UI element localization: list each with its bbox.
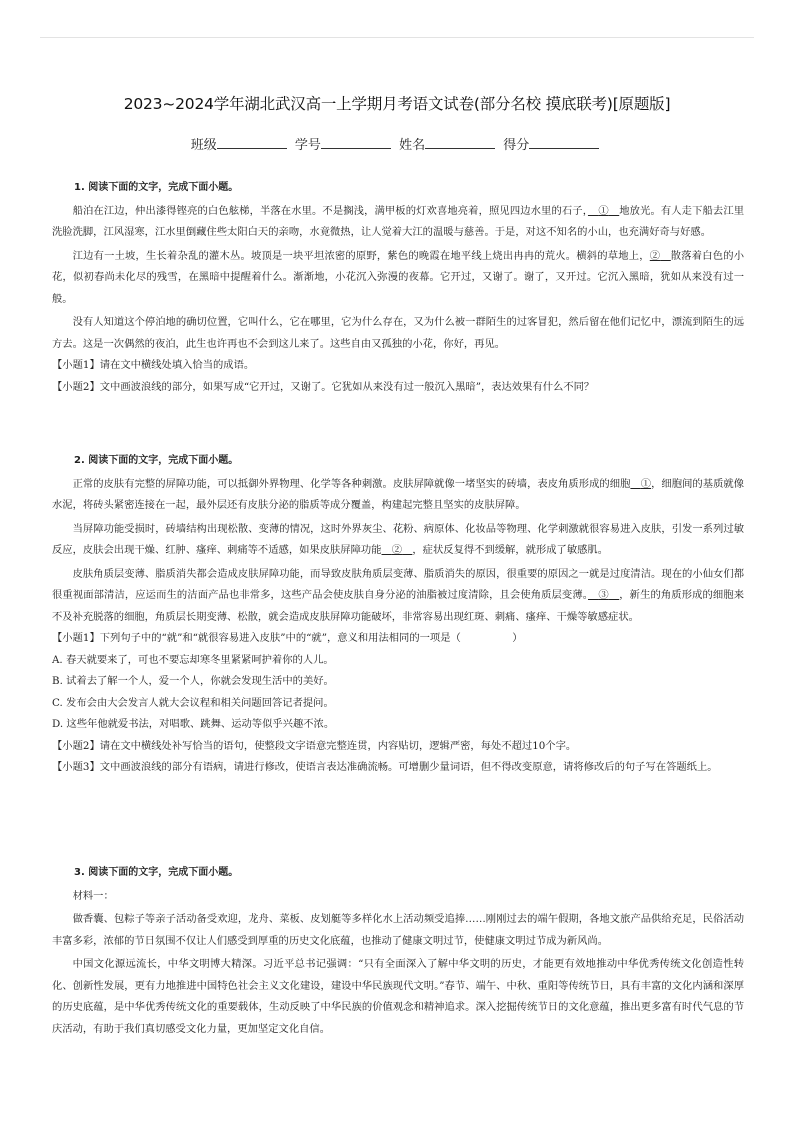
- page-title: 2023~2024学年湖北武汉高一上学期月考语文试卷(部分名校 摸底联考)[原题版]: [123, 95, 671, 113]
- class-label: 班级: [190, 138, 217, 153]
- class-blank[interactable]: [217, 137, 287, 149]
- q1-paragraph-1: [52, 201, 744, 244]
- q1-blank-2: ②: [649, 249, 661, 262]
- q2-subquestion-2: 【小题2】请在文中横线处补写恰当的语句，使整段文字语意完整连贯，内容贴切，逻辑严密，每处不超过10个字。: [52, 739, 577, 752]
- q1-p1-text-a: 船泊在江边，仲出漆得铿亮的白色舷梯，半落在水里。不是搁浅，满甲板的灯欢喜地亮着，照见四边水里的石子，: [72, 204, 588, 217]
- question-1: [52, 177, 744, 398]
- header-divider: [40, 37, 754, 38]
- q2-p2-text-b: ，症状反复得不到缓解，就形成了敏感肌。: [412, 544, 609, 556]
- score-blank[interactable]: [529, 137, 599, 149]
- student-id-blank[interactable]: [321, 137, 391, 149]
- question-1-heading: 1. 阅读下面的文字，完成下面小题。: [74, 182, 239, 193]
- q2-blank-3: ③: [598, 589, 609, 601]
- q1-p2-text-c: 它沉入黑暗，犹如从来没有过一般。: [52, 271, 745, 305]
- q1-p1-text-b: 地放光。有人走下船去江里洗脸洗脚，江风湿寒，江水里倒藏住些太阳白天的亲吻，水竟微热，让人觉着大江的温暖与慈善。于是，对这不知名的小山，也充满好奇与好感。: [52, 204, 745, 238]
- name-blank[interactable]: [425, 137, 495, 149]
- q2-subquestion-1: 【小题1】下列句子中的“就”和“就很容易进入皮肤”中的“就”，意义和用法相同的一项是（ ）: [52, 632, 523, 644]
- q3-paragraph-1: 做香囊、包粽子等亲子活动备受欢迎，龙舟、菜板、皮划艇等多样化水上活动频受追捧……刚刚过去的端午假期，各地文旅产品供给充足，民俗活动丰富多彩，浓郁的节日氛围不仅让人们感受到厚重的历史文化底蕴，也推动了健康文明过节，使健康文明过节成为新风尚。: [52, 913, 744, 947]
- q2-blank-1: ①: [640, 477, 652, 490]
- q2-p1-text-a: 正常的皮肤有完整的屏障功能，可以抵御外界物理、化学等各种刺激。皮肤屏障就像一堵坚实的砖墙，表皮角质形成的细胞: [72, 477, 631, 490]
- question-3: [52, 862, 744, 1040]
- q1-paragraph-3: 没有人知道这个停泊地的确切位置，它叫什么，它在哪里，它为什么存在，又为什么被一群陌生的过客冒犯，然后留在他们记忆中，漂流到陌生的远方去。这是一次偶然的夜泊，此生也许再也不会到这儿来了。这些自由又孤独的小花，你好，再见。: [52, 316, 744, 350]
- q2-p1-text-b: ，细胞间的基质就像水泥，将砖头紧密连接在一起，最外层还有皮肤分泌的脂质等成分覆盖，构建起完整且坚实的皮肤屏障。: [52, 477, 745, 511]
- q2-paragraph-3: [52, 564, 744, 629]
- q2-p3-text-a: 皮肤角质层变薄、脂质消失都会造成皮肤屏障功能，而导致皮肤角质层变薄、脂质消失的原因，很重要的原因之一就是过度清洁。现在的小仙女们都很重视面部清洁，应运而生的洁面产品也非常多，这些产品会使皮肤自身分泌的油脂被过度清除，且会使角质层变薄。: [52, 567, 744, 601]
- q1-subquestion-2: 【小题2】文中画波浪线的部分，如果写成“它开过，又谢了。它犹如从来没有过一般沉入黑暗”，表达效果有什么不同？: [52, 380, 595, 393]
- question-2-heading: 2. 阅读下面的文字，完成下面小题。: [74, 455, 239, 466]
- q1-p2-wavy-text: 它开过，又谢了。谢了，又开过。: [440, 271, 598, 283]
- q2-p3-text-b: ，新生的角质形成的细胞来不及补充脱落的细胞，角质层长期变薄、松散，就会造成皮肤屏障功能破坏，非常容易出现红斑、刺痛、瘙痒、干燥等敏感症状。: [52, 589, 745, 623]
- q2-subquestion-3: 【小题3】文中画波浪线的部分有语病，请进行修改，使语言表达准确流畅。可增删少量词语，但不得改变原意，请将修改后的句子写在答题纸上。: [52, 761, 718, 773]
- student-id-label: 学号: [294, 138, 321, 153]
- q1-p2-text-a: 江边有一土坡，生长着杂乱的灌木丛。坡顶是一块平坦浓密的原野，紫色的晚霞在地平线上烧出冉冉的荒火。横斜的草地上，: [72, 249, 650, 262]
- name-label: 姓名: [399, 138, 426, 153]
- question-2: [52, 450, 744, 779]
- q3-paragraph-2: 中国文化源远流长，中华文明博大精深。习近平总书记强调：“只有全面深入了解中华文明的历史，才能更有效地推动中华优秀传统文化创造性转化、创新性发展，更有力地推进中国特色社会主义文化建设，建设中华民族现代文明。”春节、端午、中秋、重阳等传统节日，具有丰富的文化内涵和深厚的历史底蕴，是中华优秀传统文化的重要载体，生动反映了中华民族的价值观念和精神追求。深入挖掘传统节日的文化意蕴，推出更多富有时代气息的节庆活动，有助于我们真切感受文化力量，更加坚定文化自信。: [52, 958, 744, 1035]
- q2-option-c[interactable]: C. 发布会由大会发言人就大会议程和相关问题回答记者提问。: [52, 696, 334, 709]
- q2-option-d[interactable]: D. 这些年他就爱书法，对唱歌、跳舞、运动等似乎兴趣不浓。: [52, 718, 335, 730]
- q3-material-label: 材料一：: [72, 889, 114, 902]
- question-3-heading: 3. 阅读下面的文字，完成下面小题。: [74, 867, 239, 878]
- q2-option-a[interactable]: A. 春天就要来了，可也不要忘却寒冬里紧紧呵护着你的人儿。: [52, 653, 334, 666]
- student-info-line: [0, 134, 794, 153]
- q2-paragraph-1: [52, 474, 744, 517]
- q1-paragraph-2: [52, 246, 744, 311]
- q2-blank-2: ②: [391, 544, 403, 556]
- score-label: 得分: [503, 138, 530, 153]
- q2-option-b[interactable]: B. 试着去了解一个人，爱一个人，你就会发现生活中的美好。: [52, 675, 334, 687]
- q1-p2-text-b: 散落着白色的小花，似初春尚未化尽的残雪，在黑暗中提醒着什么。渐渐地，小花沉入弥漫的夜幕。: [52, 249, 745, 283]
- q1-blank-1: ①: [598, 204, 609, 217]
- q2-p2-text-a: 当屏障功能受损时，砖墙结构出现松散、变薄的情况，这时外界灰尘、花粉、病原体、化妆品等物理、化学刺激就很容易进入皮肤，引发一系列过敏反应，皮肤会出现干燥、红肿、瘙痒、刺痛等不适感，如果皮肤屏障功能: [52, 522, 744, 556]
- q2-paragraph-2: [52, 519, 744, 562]
- q1-subquestion-1: 【小题1】请在文中横线处填入恰当的成语。: [52, 359, 255, 371]
